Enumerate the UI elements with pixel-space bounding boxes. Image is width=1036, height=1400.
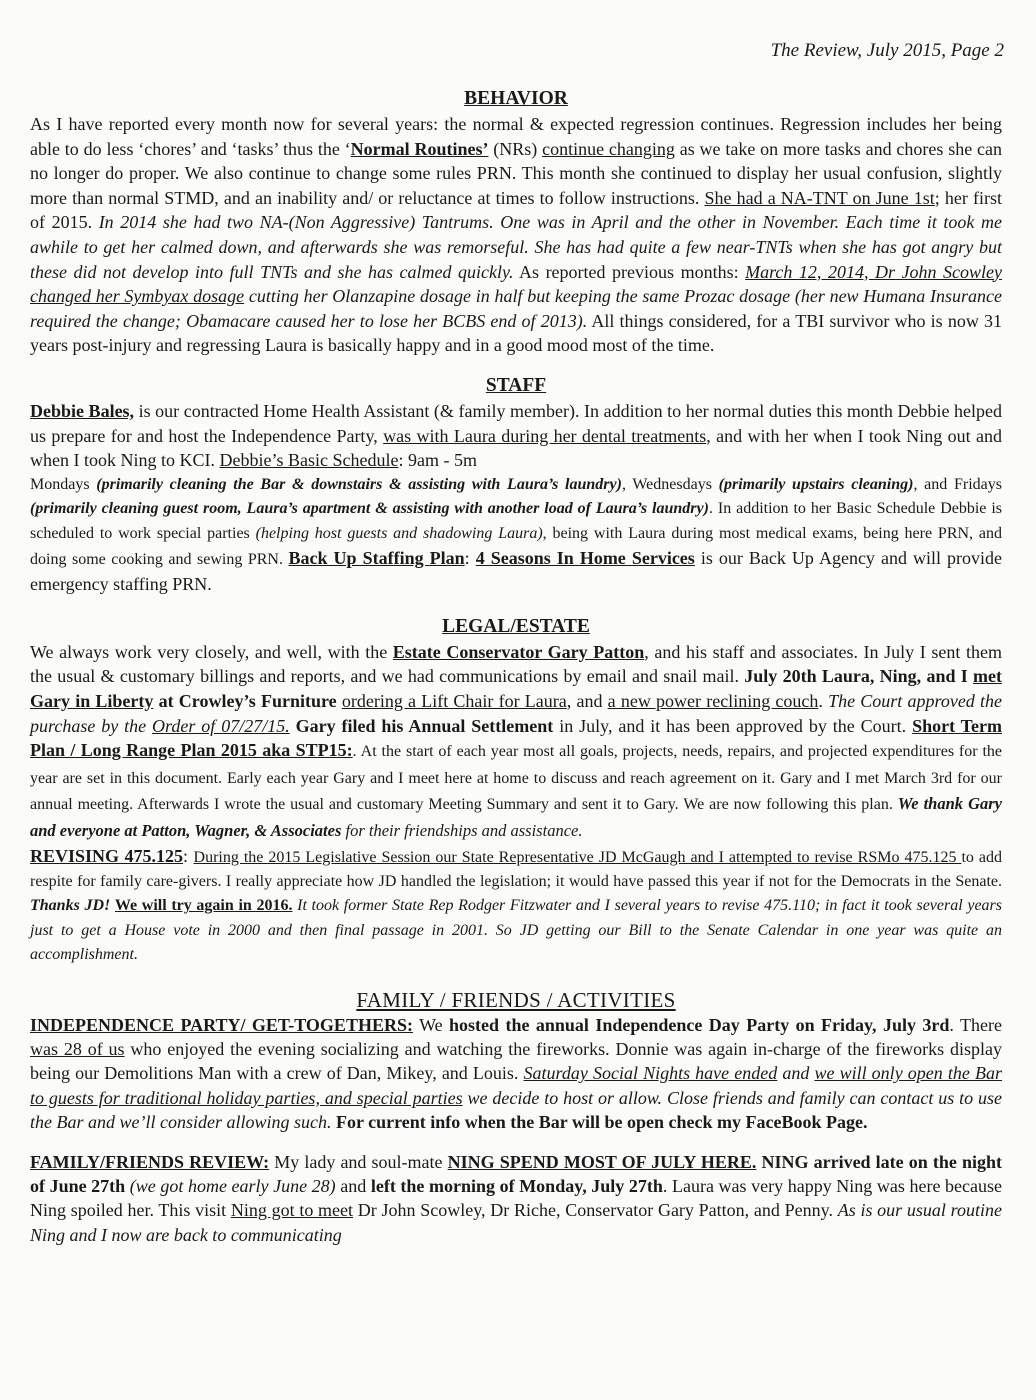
staff-paragraph-1: Debbie Bales, is our contracted Home Health Assistant (& family member). In addition to her normal duties this month Debbie helped us prepare for and host the Independence Party, was with Laura during her dental treatments, and with her when I took Ning out and when I took Ning to KCI. Debbie’s Basic Schedule: 9am - 5m <box>30 400 1002 471</box>
family-paragraph-1: INDEPENDENCE PARTY/ GET-TOGETHERS: We hosted the annual Independence Day Party on Friday, July 3rd. There was 28 of us who enjoyed the evening socializing and watching the fireworks. Donnie was again in-charge of the fireworks display being our Demolitions Man with a crew of Dan, Mikey, and Louis. Saturday Social Nights have ended and we will only open the Bar to guests for traditional holiday parties, and special parties we decide to host or allow. Close friends and family can contact us to use the Bar and we’ll consider allowing such. For current info when the Bar will be open check my FaceBook Page. <box>30 1014 1002 1133</box>
behavior-paragraph: As I have reported every month now for several years: the normal & expected regression continues. Regression includes her being able to do less ‘chores’ and ‘tasks’ thus the ‘Normal Routines’ (NRs) continue changing as we take on more tasks and chores she can no longer do proper. We also continue to change some rules PRN. This month she continued to display her usual confusion, slightly more than normal STMD, and an inability and/ or reluctance at times to follow instructions. She had a NA-TNT on June 1st; her first of 2015. In 2014 she had two NA-(Non Aggressive) Tantrums. One was in April and the other in November. Each time it took me awhile to get her calmed down, and afterwards she was remorseful. She has had quite a few near-TNTs when she has got angry but these did not develop into full TNTs and she has calmed quickly. As reported previous months: March 12, 2014, Dr John Scowley changed her Symbyax dosage cutting her Olanzapine dosage in half but keeping the same Prozac dosage (her new Humana Insurance required the change; Obamacare caused her to lose her BCBS end of 2013). All things considered, for a TBI survivor who is now 31 years post-injury and regressing Laura is basically happy and in a good mood most of the time. <box>30 114 1003 356</box>
staff-heading: STAFF <box>485 374 547 396</box>
behavior-heading: BEHAVIOR <box>464 88 568 109</box>
legal-heading: LEGAL/ESTATE <box>442 615 590 637</box>
family-heading: FAMILY / FRIENDS / ACTIVITIES <box>356 987 676 1012</box>
family-paragraph-2: FAMILY/FRIENDS REVIEW: My lady and soul-mate NING SPEND MOST OF JULY HERE. NING arrived late on the night of June 27th (we got home early June 28) and left the morning of Monday, July 27th. Laura was very happy Ning was here because Ning spoiled her. This visit Ning got to meet Dr John Scowley, Dr Riche, Conservator Gary Patton, and Penny. As is our usual routine Ning and I now are back to communicating <box>30 1151 1002 1245</box>
page-content <box>30 86 1002 1247</box>
staff-paragraph-2: Mondays (primarily cleaning the Bar & downstairs & assisting with Laura’s laundry), Wednesdays (primarily upstairs cleaning), and Fridays (primarily cleaning guest room, Laura’s apartment & assisting with another load of Laura’s laundry). In addition to her Basic Schedule Debbie is scheduled to work special parties (helping host guests and shadowing Laura), being with Laura during most medical exams, being here PRN, and doing some cooking and sewing PRN. Back Up Staffing Plan: 4 Seasons In Home Services is our Back Up Agency and will provide emergency staffing PRN. <box>30 475 1003 595</box>
legal-paragraph-1: We always work very closely, and well, with the Estate Conservator Gary Patton, and his staff and associates. In July I sent them the usual & customary billings and reports, and we had communications by email and snail mail. July 20th Laura, Ning, and I met Gary in Liberty at Crowley’s Furniture ordering a Lift Chair for Laura, and a new power reclining couch. The Court approved the purchase by the Order of 07/27/15. Gary filed his Annual Settlement in July, and it has been approved by the Court. Short Term Plan / Long Range Plan 2015 aka STP15:. At the start of each year most all goals, projects, needs, repairs, and projected expenditures for the year are set in this document. Early each year Gary and I meet here at home to discuss and reach agreement on it. Gary and I met March 3rd for our annual meeting. Afterwards I wrote the usual and customary Meeting Summary and sent it to Gary. We are now following this plan. We thank Gary and everyone at Patton, Wagner, & Associates for their friendships and assistance. <box>30 641 1003 840</box>
page-header: The Review, July 2015, Page 2 <box>770 40 1004 61</box>
legal-paragraph-2: REVISING 475.125: During the 2015 Legislative Session our State Representative JD McGaugh and I attempted to revise RSMo 475.125 to add respite for family care-givers. I really appreciate how JD handled the legislation; it would have passed this year if not for the Democrats in the Senate. Thanks JD! We will try again in 2016. It took former State Rep Rodger Fitzwater and I several years to revise 475.110; in fact it took several years just to get a House vote in 2000 and then final passage in 2001. So JD getting our Bill to the Senate Calendar in one year was quite an accomplishment. <box>30 845 1003 964</box>
